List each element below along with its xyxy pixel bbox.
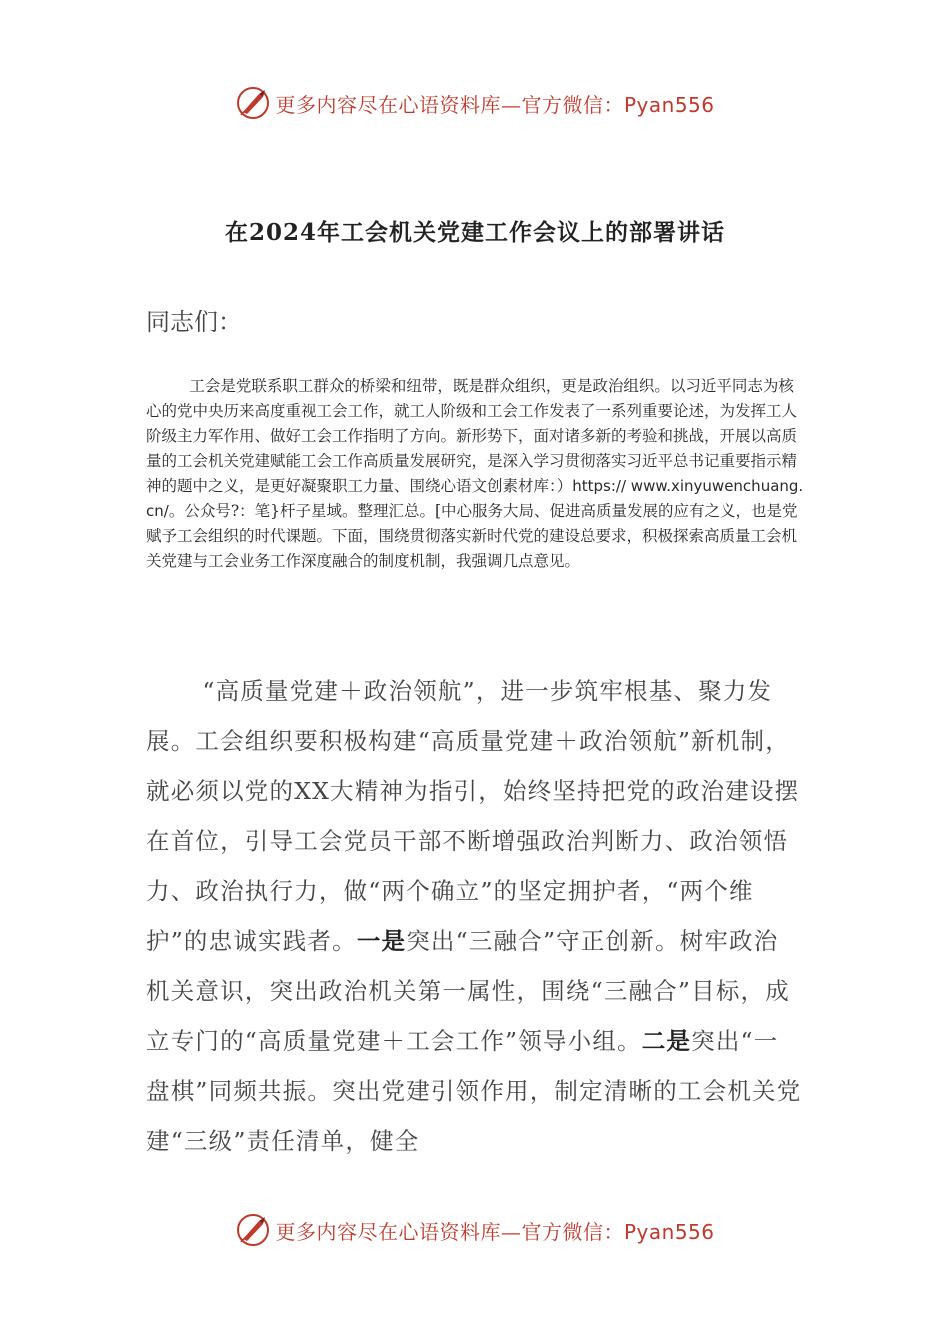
banner-main-text: 更多内容尽在心语资料库 xyxy=(275,1219,501,1244)
banner-main-text: 更多内容尽在心语资料库 xyxy=(275,92,501,117)
header-banner xyxy=(0,81,950,125)
salutation: 同志们： xyxy=(146,308,242,336)
intro-url: https:// www.xinyuwenchuang.cn/ xyxy=(146,477,804,520)
section-paragraph xyxy=(146,666,802,1166)
section-point-one-label: 一是 xyxy=(356,927,407,955)
intro-paragraph xyxy=(146,374,806,574)
quill-pen-logo-icon xyxy=(235,1212,271,1248)
section-point-two-label: 二是 xyxy=(641,1027,692,1055)
section-text-3: 突出“一盘棋”同频共振。突出党建引领作用，制定清晰的工会机关党建“三级”责任清单，健全 xyxy=(146,1027,802,1155)
banner-wechat-id: Pyan556 xyxy=(623,1219,715,1244)
page-title: 在2024年工会机关党建工作会议上的部署讲话 xyxy=(224,219,725,246)
banner-text xyxy=(275,1216,714,1245)
quill-pen-logo-icon xyxy=(235,85,271,121)
section-text-2: 突出“三融合”守正创新。树牢政治机关意识，突出政治机关第一属性，围绕“三融合”目标，成立专门的“高质量党建＋工会工作”领导小组。 xyxy=(146,927,790,1055)
banner-wechat-id: Pyan556 xyxy=(623,92,715,117)
banner-wechat-label: 官方微信： xyxy=(521,1219,624,1244)
intro-text-2: 。公众号?：笔}杆子星域。整理汇总。[中心服务大局、促进高质量发展的应有之义，也是党赋予工会组织的时代课题。下面，围绕贯彻落实新时代党的建设总要求，积极探索高质量工会机关党建与工会业务工作深度融合的制度机制，我强调几点意见。 xyxy=(146,502,798,570)
banner-dash: — xyxy=(500,92,522,117)
banner-wechat-label: 官方微信： xyxy=(521,92,624,117)
banner-text xyxy=(275,89,714,118)
section-text-1: “高质量党建＋政治领航”，进一步筑牢根基、聚力发展。工会组织要积极构建“高质量党建＋政治领航”新机制，就必须以党的XX大精神为指引，始终坚持把党的政治建设摆在首位，引导工会党员干部不断增强政治判断力、政治领悟力、政治执行力，做“两个确立”的坚定拥护者，“两个维护”的忠诚实践者。 xyxy=(146,677,800,955)
banner-dash: — xyxy=(500,1219,522,1244)
intro-text-1: 工会是党联系职工群众的桥梁和纽带，既是群众组织，更是政治组织。以习近平同志为核心的党中央历来高度重视工会工作，就工人阶级和工会工作发表了一系列重要论述，为发挥工人阶级主力军作用、做好工会工作指明了方向。新形势下，面对诸多新的考验和挑战，开展以高质量的工会机关党建赋能工会工作高质量发展研究，是深入学习贯彻落实习近平总书记重要指示精神的题中之义，是更好凝聚职工力量、围绕心语文创素材库：） xyxy=(146,377,798,495)
footer-banner xyxy=(0,1208,950,1252)
